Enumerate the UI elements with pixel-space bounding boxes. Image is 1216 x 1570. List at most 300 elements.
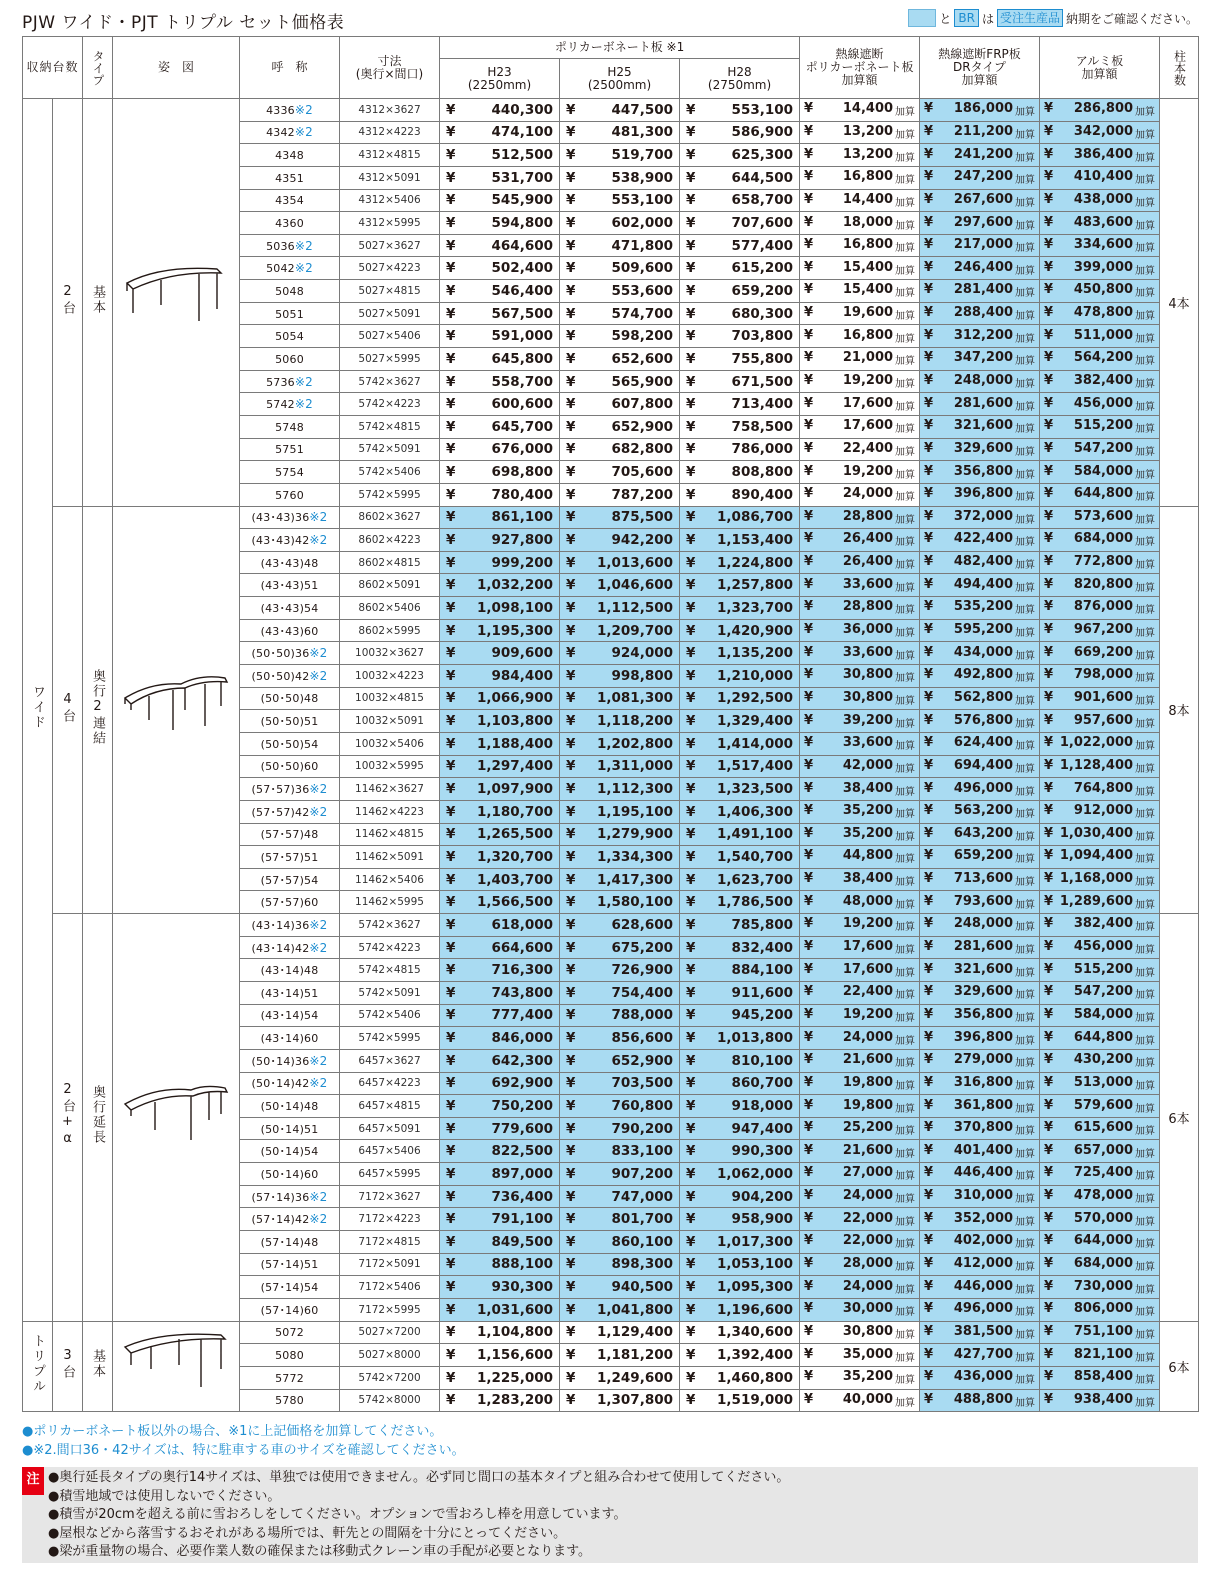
table-row <box>23 914 1199 937</box>
name-text: 5742 <box>266 398 295 412</box>
note-mark: ※2 <box>309 940 328 955</box>
add-value: 352,000 <box>953 1210 1014 1226</box>
add-suffix: 加算 <box>895 175 916 187</box>
yen-sign: ¥ <box>566 1143 576 1160</box>
price-value: 1,032,200 <box>477 577 554 594</box>
price-h23 <box>440 1321 560 1344</box>
add-al <box>1040 280 1160 303</box>
add-suffix: 加算 <box>1135 1375 1156 1387</box>
add-suffix: 加算 <box>1135 424 1156 436</box>
add-al <box>1040 302 1160 325</box>
row-name <box>240 1276 340 1299</box>
yen-sign: ¥ <box>446 1233 456 1250</box>
yen-sign: ¥ <box>804 1029 814 1045</box>
add-suffix: 加算 <box>895 129 916 141</box>
add-suffix: 加算 <box>1135 197 1156 209</box>
yen-sign: ¥ <box>924 1301 934 1317</box>
price-value: 1,225,000 <box>477 1369 554 1386</box>
yen-sign: ¥ <box>924 486 934 502</box>
yen-sign: ¥ <box>804 327 814 343</box>
row-name <box>240 597 340 620</box>
name-text: 5754 <box>275 466 304 480</box>
type-cell <box>83 1321 113 1412</box>
yen-sign: ¥ <box>446 1052 456 1069</box>
yen-sign: ¥ <box>804 825 814 841</box>
yen-sign: ¥ <box>1044 803 1054 819</box>
add-suffix: 加算 <box>1015 1148 1036 1160</box>
row-dims: 7172×5406 <box>340 1276 440 1299</box>
price-h28 <box>680 1072 800 1095</box>
price-h25 <box>560 732 680 755</box>
add-suffix: 加算 <box>1135 605 1156 617</box>
add-al <box>1040 1276 1160 1299</box>
row-dims: 6457×4815 <box>340 1095 440 1118</box>
add-suffix: 加算 <box>1015 243 1036 255</box>
yen-sign: ¥ <box>924 1188 934 1204</box>
price-value: 942,200 <box>611 531 674 548</box>
price-h25 <box>560 1321 680 1344</box>
carport-basic-icon <box>113 99 240 507</box>
price-value: 930,300 <box>491 1279 554 1296</box>
add-suffix: 加算 <box>1015 877 1036 889</box>
yen-sign: ¥ <box>924 1255 934 1271</box>
price-value: 652,600 <box>611 350 674 367</box>
yen-sign: ¥ <box>446 1279 456 1296</box>
price-value: 754,400 <box>611 984 674 1001</box>
add-suffix: 加算 <box>895 379 916 390</box>
yen-sign: ¥ <box>924 101 934 117</box>
posts-cell: 8本 <box>1160 506 1199 914</box>
name-text: (43･14)36 <box>251 918 310 932</box>
add-suffix: 加算 <box>895 650 916 662</box>
add-value: 446,000 <box>953 1278 1014 1294</box>
add-suffix: 加算 <box>1135 1261 1156 1273</box>
add-value: 446,400 <box>953 1165 1014 1181</box>
yen-sign: ¥ <box>446 622 456 639</box>
yen-sign: ¥ <box>804 871 814 887</box>
add-hp <box>800 981 920 1004</box>
yen-sign: ¥ <box>804 486 814 502</box>
add-value: 643,200 <box>953 825 1014 841</box>
add-frp <box>920 1163 1040 1186</box>
yen-sign: ¥ <box>1044 123 1054 139</box>
add-value: 38,400 <box>842 780 894 796</box>
yen-sign: ¥ <box>566 147 576 164</box>
add-value: 858,400 <box>1073 1369 1134 1385</box>
yen-sign: ¥ <box>446 667 456 684</box>
yen-sign: ¥ <box>686 1007 696 1024</box>
yen-sign: ¥ <box>686 282 696 299</box>
type-label: 基本 <box>90 1349 106 1380</box>
price-h25 <box>560 234 680 257</box>
add-value: 35,200 <box>842 825 894 841</box>
add-al <box>1040 438 1160 461</box>
row-name <box>240 778 340 801</box>
price-h23 <box>440 800 560 823</box>
add-suffix: 加算 <box>1135 1080 1156 1092</box>
add-hp <box>800 1140 920 1163</box>
price-h25 <box>560 415 680 438</box>
add-suffix: 加算 <box>895 197 916 209</box>
yen-sign: ¥ <box>804 1188 814 1204</box>
price-h28 <box>680 1208 800 1231</box>
note-mark: ※2 <box>309 1076 328 1091</box>
yen-sign: ¥ <box>924 780 934 796</box>
row-name <box>240 99 340 122</box>
row-dims: 8602×5995 <box>340 619 440 642</box>
add-frp <box>920 1004 1040 1027</box>
yen-sign: ¥ <box>446 599 456 616</box>
row-dims: 4312×5995 <box>340 212 440 235</box>
add-frp <box>920 1389 1040 1412</box>
yen-sign: ¥ <box>804 191 814 207</box>
add-suffix: 加算 <box>895 152 916 164</box>
add-suffix: 加算 <box>895 945 916 957</box>
yen-sign: ¥ <box>924 350 934 366</box>
yen-sign: ¥ <box>924 305 934 321</box>
yen-sign: ¥ <box>1044 622 1054 638</box>
add-al <box>1040 778 1160 801</box>
price-value: 1,292,500 <box>717 690 794 707</box>
yen-sign: ¥ <box>566 215 576 232</box>
group-triple <box>23 1321 53 1412</box>
add-value: 821,100 <box>1073 1346 1134 1362</box>
add-suffix: 加算 <box>895 673 916 685</box>
price-h23 <box>440 1208 560 1231</box>
price-value: 615,200 <box>731 260 794 277</box>
add-value: 644,800 <box>1073 1029 1134 1045</box>
row-name <box>240 551 340 574</box>
yen-sign: ¥ <box>924 1120 934 1136</box>
header-heat-poly: 熱線遮断 ポリカーボネート板 加算額 <box>800 37 920 99</box>
add-hp <box>800 1276 920 1299</box>
yen-sign: ¥ <box>566 124 576 141</box>
add-frp <box>920 461 1040 484</box>
add-al <box>1040 755 1160 778</box>
add-value: 17,600 <box>842 961 894 977</box>
row-dims: 11462×5406 <box>340 868 440 891</box>
price-value: 897,000 <box>491 1165 554 1182</box>
yen-sign: ¥ <box>566 1392 576 1409</box>
header-h25: H25 (2500mm) <box>560 59 680 99</box>
add-al <box>1040 1072 1160 1095</box>
price-h23 <box>440 393 560 416</box>
price-h28 <box>680 415 800 438</box>
row-dims: 8602×5091 <box>340 574 440 597</box>
add-value: 515,200 <box>1073 418 1134 434</box>
add-value: 35,200 <box>842 803 894 819</box>
add-value: 511,000 <box>1073 327 1134 343</box>
name-text: (43･14)42 <box>251 941 310 955</box>
yen-sign: ¥ <box>566 1075 576 1092</box>
price-value: 1,097,900 <box>477 781 554 798</box>
yen-sign: ¥ <box>924 871 934 887</box>
yen-sign: ¥ <box>686 260 696 277</box>
add-al <box>1040 1298 1160 1321</box>
row-dims: 11462×5995 <box>340 891 440 914</box>
add-suffix: 加算 <box>895 560 916 572</box>
add-value: 21,000 <box>842 350 894 366</box>
price-value: 574,700 <box>611 305 674 322</box>
add-suffix: 加算 <box>1135 854 1156 866</box>
yen-sign: ¥ <box>446 1256 456 1273</box>
price-h25 <box>560 1027 680 1050</box>
yen-sign: ¥ <box>804 689 814 705</box>
add-suffix: 加算 <box>895 514 916 526</box>
table-row <box>23 1321 1199 1344</box>
name-text: 4348 <box>275 149 304 163</box>
yen-sign: ¥ <box>566 509 576 526</box>
price-h25 <box>560 1208 680 1231</box>
price-value: 1,153,400 <box>717 531 794 548</box>
yen-sign: ¥ <box>446 871 456 888</box>
yen-sign: ¥ <box>686 169 696 186</box>
price-value: 790,200 <box>611 1120 674 1137</box>
yen-sign: ¥ <box>924 237 934 253</box>
yen-sign: ¥ <box>924 327 934 343</box>
add-value: 396,800 <box>953 1029 1014 1045</box>
row-name <box>240 234 340 257</box>
add-al <box>1040 257 1160 280</box>
yen-sign: ¥ <box>924 984 934 1000</box>
price-h23 <box>440 665 560 688</box>
yen-sign: ¥ <box>1044 1210 1054 1226</box>
price-h28 <box>680 1366 800 1389</box>
add-suffix: 加算 <box>1135 560 1156 572</box>
add-value: 764,800 <box>1073 780 1134 796</box>
yen-sign: ¥ <box>804 418 814 434</box>
add-value: 211,200 <box>953 123 1014 139</box>
add-suffix: 加算 <box>895 1216 916 1228</box>
add-value: 279,000 <box>953 1052 1014 1068</box>
add-suffix: 加算 <box>1015 786 1036 798</box>
price-h28 <box>680 642 800 665</box>
add-suffix: 加算 <box>1135 220 1156 232</box>
yen-sign: ¥ <box>566 350 576 367</box>
yen-sign: ¥ <box>686 1256 696 1273</box>
yen-sign: ¥ <box>804 622 814 638</box>
yen-sign: ¥ <box>924 893 934 909</box>
note-mark: ※2 <box>309 782 328 797</box>
add-al <box>1040 551 1160 574</box>
add-value: 576,800 <box>953 712 1014 728</box>
yen-sign: ¥ <box>924 146 934 162</box>
add-al <box>1040 981 1160 1004</box>
add-al <box>1040 732 1160 755</box>
row-dims: 5742×5995 <box>340 1027 440 1050</box>
yen-sign: ¥ <box>924 282 934 298</box>
price-value: 1,279,900 <box>597 826 674 843</box>
add-suffix: 加算 <box>1015 129 1036 141</box>
name-text: 5748 <box>275 420 304 434</box>
yen-sign: ¥ <box>1044 1165 1054 1181</box>
price-value: 682,800 <box>611 441 674 458</box>
price-value: 692,900 <box>491 1075 554 1092</box>
price-h28 <box>680 166 800 189</box>
yen-sign: ¥ <box>446 237 456 254</box>
add-suffix: 加算 <box>1015 650 1036 662</box>
add-frp <box>920 1027 1040 1050</box>
price-h23 <box>440 483 560 506</box>
name-text: 5054 <box>275 330 304 344</box>
yen-sign: ¥ <box>686 1324 696 1341</box>
add-value: 246,400 <box>953 259 1014 275</box>
add-suffix: 加算 <box>1135 741 1156 753</box>
add-value: 27,000 <box>842 1165 894 1181</box>
add-hp <box>800 325 920 348</box>
price-value: 984,400 <box>491 667 554 684</box>
yen-sign: ¥ <box>446 396 456 413</box>
add-suffix: 加算 <box>1015 333 1036 345</box>
add-suffix: 加算 <box>895 718 916 730</box>
yen-sign: ¥ <box>446 1301 456 1318</box>
add-al <box>1040 121 1160 144</box>
yen-sign: ¥ <box>1044 689 1054 705</box>
yen-sign: ¥ <box>804 961 814 977</box>
price-h25 <box>560 280 680 303</box>
name-text: (50･14)42 <box>251 1077 310 1091</box>
price-h25 <box>560 529 680 552</box>
add-hp <box>800 1027 920 1050</box>
price-value: 1,257,800 <box>717 577 794 594</box>
price-h23 <box>440 981 560 1004</box>
price-h28 <box>680 597 800 620</box>
add-al <box>1040 687 1160 710</box>
add-suffix: 加算 <box>895 1194 916 1206</box>
add-value: 684,000 <box>1073 1255 1134 1271</box>
price-value: 786,000 <box>731 441 794 458</box>
price-value: 553,100 <box>611 192 674 209</box>
add-value: 1,168,000 <box>1059 871 1134 887</box>
name-text: (50･14)36 <box>251 1054 310 1068</box>
add-suffix: 加算 <box>1015 197 1036 209</box>
add-hp <box>800 1231 920 1254</box>
price-value: 1,202,800 <box>597 735 674 752</box>
yen-sign: ¥ <box>924 1074 934 1090</box>
yen-sign: ¥ <box>804 780 814 796</box>
yen-sign: ¥ <box>566 916 576 933</box>
yen-sign: ¥ <box>566 984 576 1001</box>
add-value: 644,800 <box>1073 486 1134 502</box>
name-text: (43･14)51 <box>260 986 319 1000</box>
add-value: 562,800 <box>953 689 1014 705</box>
add-suffix: 加算 <box>1135 243 1156 255</box>
add-value: 798,000 <box>1073 667 1134 683</box>
add-suffix: 加算 <box>1015 356 1036 368</box>
row-name <box>240 1004 340 1027</box>
yen-sign: ¥ <box>566 645 576 662</box>
price-h28 <box>680 1298 800 1321</box>
yen-sign: ¥ <box>566 599 576 616</box>
price-h28 <box>680 280 800 303</box>
add-suffix: 加算 <box>1135 129 1156 141</box>
yen-sign: ¥ <box>446 509 456 526</box>
row-name <box>240 823 340 846</box>
note-mark: ※2 <box>309 1189 328 1204</box>
caveat-flag: 注 <box>22 1467 44 1495</box>
add-value: 33,600 <box>842 735 894 751</box>
price-h25 <box>560 325 680 348</box>
price-h23 <box>440 891 560 914</box>
yen-sign: ¥ <box>924 735 934 751</box>
yen-sign: ¥ <box>924 1233 934 1249</box>
add-suffix: 加算 <box>1135 1216 1156 1228</box>
price-value: 1,403,700 <box>477 871 554 888</box>
add-value: 1,094,400 <box>1059 848 1134 864</box>
add-value: 751,100 <box>1073 1323 1134 1339</box>
yen-sign: ¥ <box>1044 848 1054 864</box>
yen-sign: ¥ <box>446 464 456 481</box>
price-value: 707,600 <box>731 215 794 232</box>
price-h23 <box>440 415 560 438</box>
add-frp <box>920 551 1040 574</box>
yen-sign: ¥ <box>924 689 934 705</box>
row-name <box>240 1366 340 1389</box>
add-value: 356,800 <box>953 463 1014 479</box>
price-value: 1,086,700 <box>717 509 794 526</box>
yen-sign: ¥ <box>804 712 814 728</box>
price-h23 <box>440 302 560 325</box>
price-value: 1,156,600 <box>477 1347 554 1364</box>
add-suffix: 加算 <box>1015 990 1036 1002</box>
price-h25 <box>560 800 680 823</box>
price-value: 658,700 <box>731 192 794 209</box>
yen-sign: ¥ <box>1044 305 1054 321</box>
price-h23 <box>440 144 560 167</box>
yen-sign: ¥ <box>924 622 934 638</box>
yen-sign: ¥ <box>566 1369 576 1386</box>
price-h23 <box>440 234 560 257</box>
name-text: (57･14)60 <box>260 1303 319 1317</box>
price-h25 <box>560 1095 680 1118</box>
yen-sign: ¥ <box>804 1233 814 1249</box>
price-h25 <box>560 438 680 461</box>
yen-sign: ¥ <box>686 1052 696 1069</box>
add-value: 401,400 <box>953 1142 1014 1158</box>
add-value: 1,030,400 <box>1059 825 1134 841</box>
add-value: 248,000 <box>953 373 1014 388</box>
price-h25 <box>560 1344 680 1367</box>
add-hp <box>800 597 920 620</box>
price-value: 918,000 <box>731 1098 794 1114</box>
add-frp <box>920 1140 1040 1163</box>
row-name <box>240 981 340 1004</box>
yen-sign: ¥ <box>566 1233 576 1250</box>
header-count: 収納台数 <box>23 37 83 99</box>
add-suffix: 加算 <box>1135 786 1156 798</box>
price-h23 <box>440 1231 560 1254</box>
add-suffix: 加算 <box>1015 379 1036 390</box>
add-frp <box>920 868 1040 891</box>
price-h28 <box>680 1163 800 1186</box>
add-suffix: 加算 <box>1135 809 1156 821</box>
type-label: 奥行2連結 <box>90 669 106 747</box>
price-value: 1,188,400 <box>477 735 554 752</box>
price-h23 <box>440 778 560 801</box>
yen-sign: ¥ <box>686 781 696 798</box>
add-suffix: 加算 <box>895 1126 916 1138</box>
price-value: 1,046,600 <box>597 577 674 594</box>
add-frp <box>920 370 1040 393</box>
yen-sign: ¥ <box>804 735 814 751</box>
price-value: 832,400 <box>731 939 794 956</box>
price-h23 <box>440 1004 560 1027</box>
price-value: 1,104,800 <box>477 1324 554 1341</box>
yen-sign: ¥ <box>566 577 576 594</box>
price-h23 <box>440 1366 560 1389</box>
add-value: 381,500 <box>953 1323 1014 1339</box>
price-value: 726,900 <box>611 962 674 979</box>
